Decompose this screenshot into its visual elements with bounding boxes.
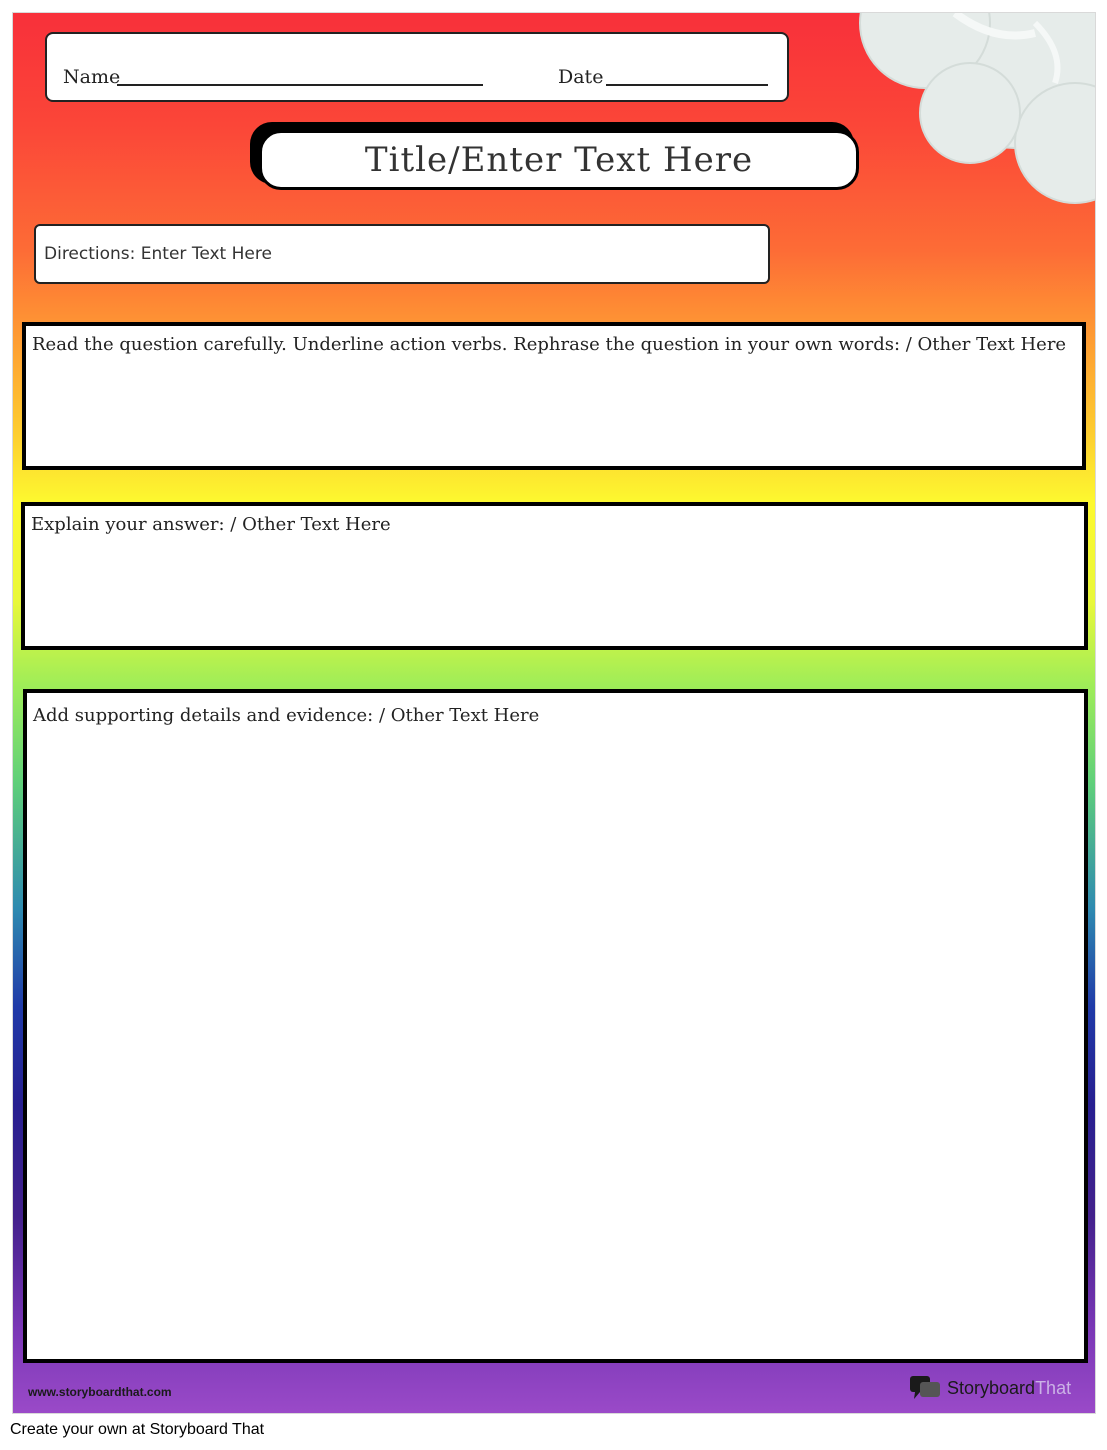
explain-prompt: Explain your answer: / Other Text Here	[31, 514, 391, 535]
date-field[interactable]	[606, 84, 768, 86]
title-box[interactable]	[259, 130, 859, 190]
worksheet-page	[12, 12, 1096, 1414]
storyboardthat-logo-icon	[909, 1375, 941, 1401]
evidence-box[interactable]	[23, 689, 1088, 1363]
directions-text: Directions: Enter Text Here	[44, 244, 272, 264]
date-label: Date	[558, 66, 604, 88]
evidence-prompt: Add supporting details and evidence: / Other Text Here	[33, 705, 540, 726]
name-date-box	[45, 32, 789, 102]
caption[interactable]: Create your own at Storyboard That	[10, 1421, 265, 1438]
explain-box[interactable]	[21, 502, 1088, 650]
footer-url[interactable]: www.storyboardthat.com	[28, 1385, 172, 1399]
logo-word-storyboard: Storyboard	[947, 1377, 1036, 1398]
directions-box[interactable]	[34, 224, 770, 284]
question-box[interactable]	[22, 322, 1086, 470]
name-field[interactable]	[117, 84, 483, 86]
name-label: Name	[63, 66, 121, 88]
question-prompt: Read the question carefully. Underline action verbs. Rephrase the question in your own words: / Other Text Here	[32, 334, 1067, 355]
page-title: Title/Enter Text Here	[364, 140, 754, 180]
logo-word-that: That	[1035, 1377, 1072, 1398]
storyboardthat-logo[interactable]	[909, 1375, 1071, 1401]
